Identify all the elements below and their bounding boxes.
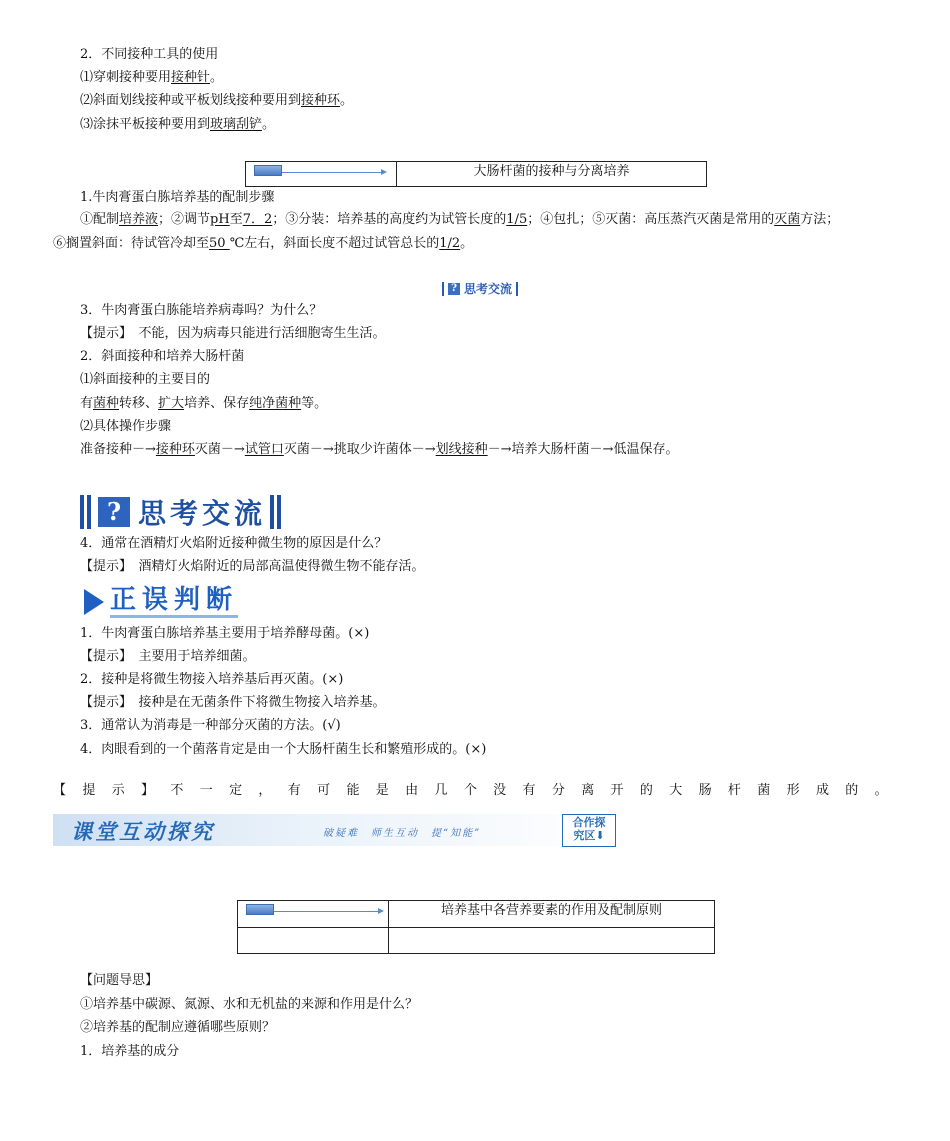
char: 开 xyxy=(610,783,624,798)
text-line: ⑴穿刺接种要用接种针。 xyxy=(80,70,224,85)
topic-table-2 xyxy=(237,900,715,954)
char: 杆 xyxy=(727,783,741,798)
char: 肠 xyxy=(698,783,712,798)
question-icon: ? xyxy=(448,283,460,295)
char: 能 xyxy=(346,783,360,798)
divider xyxy=(277,495,281,529)
think-header-large xyxy=(80,492,284,532)
section-title: 【问题导思】 xyxy=(80,973,159,988)
table-cell-empty xyxy=(238,928,389,953)
play-triangle-icon xyxy=(84,589,104,615)
divider xyxy=(516,282,518,296)
tag-icon xyxy=(254,165,282,176)
think-header-small xyxy=(442,280,518,297)
section-banner xyxy=(53,814,616,846)
text-line: ⑵斜面划线接种或平板划线接种要用到接种环。 xyxy=(80,93,354,108)
char: 大 xyxy=(669,783,683,798)
char: 有 xyxy=(522,783,536,798)
text-line: ⑴斜面接种的主要目的 xyxy=(80,372,211,387)
char: 没 xyxy=(493,783,507,798)
topic-title: 大肠杆菌的接种与分离培养 xyxy=(473,164,630,179)
topic-tag-cell xyxy=(246,162,397,186)
banner-subtitle: 破疑难 师生互动 提“知能” xyxy=(323,828,482,839)
char: 个 xyxy=(463,783,477,798)
char: 是 xyxy=(375,783,389,798)
char: 有 xyxy=(287,783,301,798)
char: 的 xyxy=(845,783,859,798)
judge-header xyxy=(84,585,238,618)
judge-item: 1．牛肉膏蛋白胨培养基主要用于培养酵母菌。(×) xyxy=(80,626,370,641)
char: 离 xyxy=(581,783,595,798)
question: 4．通常在酒精灯火焰附近接种微生物的原因是什么？ xyxy=(80,536,388,551)
divider xyxy=(442,282,444,296)
char: 几 xyxy=(434,783,448,798)
judge-item: 3．通常认为消毒是一种部分灭菌的方法。(√) xyxy=(80,718,341,733)
question: ①培养基中碳源、氮源、水和无机盐的来源和作用是什么？ xyxy=(80,997,419,1012)
hint: 【提示】 主要用于培养细菌。 xyxy=(80,649,256,664)
topic-table xyxy=(245,161,707,187)
table-cell-empty xyxy=(389,928,714,953)
char: 一 xyxy=(199,783,213,798)
question: ②培养基的配制应遵循哪些原则？ xyxy=(80,1020,276,1035)
text-line: ⑵具体操作步骤 xyxy=(80,419,172,434)
badge-line: 合作探 xyxy=(572,816,606,829)
divider xyxy=(87,495,91,529)
char: ， xyxy=(258,783,272,798)
judge-label: 正误判断 xyxy=(110,585,238,618)
char: 形 xyxy=(786,783,800,798)
hint: 【提示】 不能，因为病毒只能进行活细胞寄生生活。 xyxy=(80,326,386,341)
char: 示 xyxy=(111,783,125,798)
badge-line: 究区⬇ xyxy=(573,829,605,842)
text-line: ①配制培养液；②调节pH至7．2；③分装：培养基的高度约为试管长度的1/5；④包扎；⑤灭菌：高压蒸汽灭菌是常用的灭菌方法； xyxy=(80,212,840,227)
think-label: 思考交流 xyxy=(464,282,513,296)
text-line: ⑶涂抹平板接种要用到玻璃刮铲。 xyxy=(80,117,276,132)
arrow-right-icon xyxy=(274,911,379,912)
char: 提 xyxy=(82,783,96,798)
char: 成 xyxy=(815,783,829,798)
banner-badge xyxy=(562,814,616,847)
char: 可 xyxy=(317,783,331,798)
question-icon: ? xyxy=(98,497,130,527)
char: 由 xyxy=(405,783,419,798)
char: 。 xyxy=(874,783,888,798)
judge-item: 2．接种是将微生物接入培养基后再灭菌。(×) xyxy=(80,672,344,687)
section-title: 2．斜面接种和培养大肠杆菌 xyxy=(80,349,245,364)
hint: 【提示】 接种是在无菌条件下将微生物接入培养基。 xyxy=(80,695,386,710)
topic-title: 培养基中各营养要素的作用及配制原则 xyxy=(389,901,714,928)
flow-line: 准备接种－→接种环灭菌－→试管口灭菌－→挑取少许菌体－→划线接种－→培养大肠杆菌－→低温保存。 xyxy=(80,442,679,457)
char: 菌 xyxy=(757,783,771,798)
char: 定 xyxy=(229,783,243,798)
tag-icon xyxy=(246,904,274,915)
question: 3．牛肉膏蛋白胨能培养病毒吗？为什么？ xyxy=(80,303,323,318)
char: 的 xyxy=(639,783,653,798)
think-label: 思考交流 xyxy=(138,497,267,530)
divider xyxy=(270,495,274,529)
section-title: 2．不同接种工具的使用 xyxy=(80,47,219,62)
topic-tag-cell xyxy=(238,901,389,928)
spread-hint xyxy=(53,782,888,800)
banner-title: 课堂互动探究 xyxy=(71,819,215,844)
text-line: 有菌种转移、扩大培养、保存纯净菌种等。 xyxy=(80,396,328,411)
char: 不 xyxy=(170,783,184,798)
char: 分 xyxy=(551,783,565,798)
arrow-right-icon xyxy=(282,172,382,173)
char: 】 xyxy=(141,783,155,798)
char: 【 xyxy=(53,783,67,798)
section-title: 1.牛肉膏蛋白胨培养基的配制步骤 xyxy=(80,190,275,205)
text-line: ⑥搁置斜面：待试管冷却至50 ℃左右，斜面长度不超过试管总长的1/2。 xyxy=(53,236,474,251)
section-title: 1．培养基的成分 xyxy=(80,1044,180,1059)
judge-item: 4．肉眼看到的一个菌落肯定是由一个大肠杆菌生长和繁殖形成的。(×) xyxy=(80,742,487,757)
hint: 【提示】 酒精灯火焰附近的局部高温使得微生物不能存活。 xyxy=(80,559,425,574)
divider xyxy=(80,495,84,529)
